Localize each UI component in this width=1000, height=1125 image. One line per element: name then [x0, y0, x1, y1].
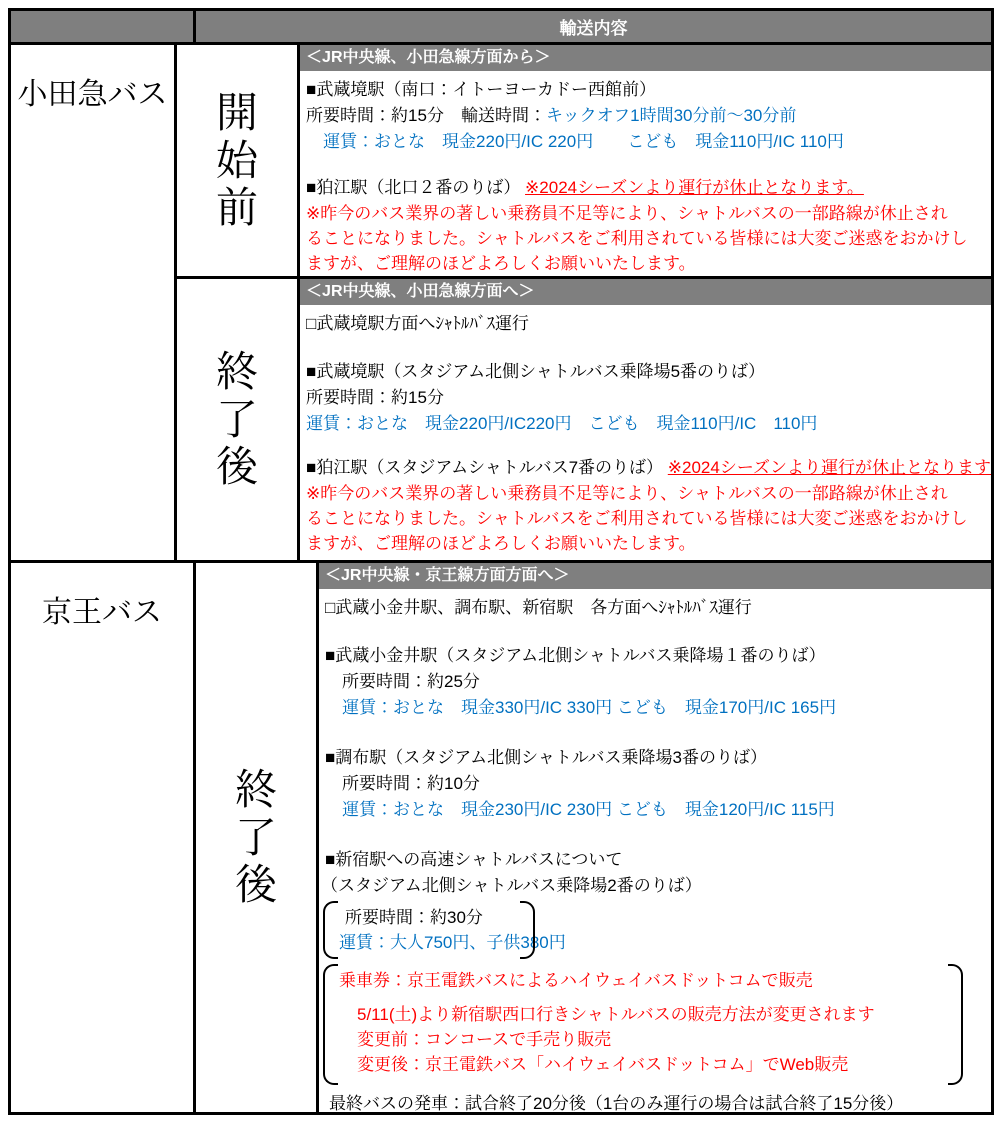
shinjuku-subtitle: （スタジアム北側シャトルバス乗降場2番のりば）: [321, 876, 702, 895]
musashisakai-south-title: ■武蔵境駅（南口：イトーヨーカドー西館前）: [306, 80, 656, 99]
komae-after-stop-title: ■狛江駅（スタジアムシャトルバス7番のりば）: [306, 458, 668, 477]
transport-window: キックオフ1時間30分前～30分前: [545, 106, 797, 125]
phase-after-label: 終了後: [216, 347, 259, 491]
left-bracket-icon: [323, 964, 338, 1085]
ticket-change-announce: 5/11(土)より新宿駅西口行きシャトルバスの販売方法が変更されます: [357, 1005, 875, 1024]
last-bus-departure: 最終バスの発車：試合終了20分後（1台のみ運行の場合は試合終了15分後）: [329, 1094, 904, 1112]
phase-before-label: 開始前: [216, 88, 259, 232]
spacer: [319, 621, 991, 643]
komae-title-line: [300, 175, 991, 201]
shuttle-bus-table: [8, 8, 994, 1115]
suspend-notice2-line1: ※昨今のバス業界の著しい乗務員不足等により、シャトルバスの一部路線が休止され: [306, 484, 948, 503]
musashikoganei-time: 所要時間：約25分: [325, 672, 480, 691]
odakyu-after-content: [300, 279, 991, 560]
musashisakai-north-title: ■武蔵境駅（スタジアム北側シャトルバス乗降場5番のりば）: [306, 362, 766, 381]
odakyu-before-content: [300, 45, 991, 276]
komae-stop-title: ■狛江駅（北口２番のりば）: [306, 178, 526, 197]
right-bracket-icon: [948, 964, 963, 1085]
ticket-sales-line: 乗車券：京王電鉄バスによるハイウェイバスドットコムで販売: [339, 971, 813, 990]
odakyu-before-subrow: [177, 45, 991, 279]
phase-cell-after-odakyu: [177, 279, 300, 560]
shinjuku-fare-bracket-group: [323, 901, 566, 959]
komae-after-title-line: [300, 455, 991, 481]
keio-subrows: [196, 563, 991, 1112]
keio-after-subrow: [196, 563, 991, 1112]
suspend-notice-line1: ※昨今のバス業界の著しい乗務員不足等により、シャトルバスの一部路線が休止され: [306, 204, 948, 223]
suspend-notice2-line2: ることになりました。シャトルバスをご利用されている皆様には大変ご迷惑をおかけし: [306, 509, 968, 528]
shinjuku-time: 所要時間：約30分: [345, 908, 483, 927]
company-odakyu-label: 小田急バス: [11, 45, 177, 560]
phase-cell-before: [177, 45, 300, 276]
chofu-time: 所要時間：約10分: [325, 774, 480, 793]
section-header-odakyu-to: ＜JR中央線、小田急線方面へ＞: [300, 279, 991, 305]
musashisakai-time-line: [300, 103, 991, 129]
company-keio-label: 京王バス: [11, 563, 196, 1112]
route-note-musashisakai: □武蔵境駅方面へｼｬﾄﾙﾊﾞｽ運行: [306, 314, 529, 333]
musashikoganei-title: ■武蔵小金井駅（スタジアム北側シャトルバス乗降場１番のりば）: [325, 646, 826, 665]
suspend-notice2-line3: ますが、ご理解のほどよろしくお願いいたします。: [306, 534, 696, 553]
chofu-fare: 運賃：おとな 現金230円/IC 230円 こども 現金120円/IC 115円: [325, 800, 835, 819]
musashisakai-after-fare: 運賃：おとな 現金220円/IC220円 こども 現金110円/IC 110円: [306, 414, 818, 433]
ticket-change-before: 変更前：コンコースで手売り販売: [357, 1030, 612, 1049]
odakyu-subrows: [177, 45, 991, 560]
suspend-notice-line2: ることになりました。シャトルバスをご利用されている皆様には大変ご迷惑をおかけし: [306, 229, 968, 248]
keio-after-content: [319, 563, 991, 1112]
komae-after-suspend-notice: ※2024シーズンより運行が休止となります: [667, 458, 991, 477]
section-header-keio: ＜JR中央線・京王線方面方面へ＞: [319, 563, 991, 589]
corner-cell: [11, 11, 196, 42]
musashisakai-fare: 運賃：おとな 現金220円/IC 220円 こども 現金110円/IC 110円: [306, 132, 844, 151]
suspend-notice-line3: ますが、ご理解のほどよろしくお願いいたします。: [306, 254, 696, 273]
phase-after-keio-label: 終了後: [235, 765, 278, 909]
spacer: [300, 155, 991, 175]
phase-cell-after-keio: [196, 563, 319, 1112]
odakyu-after-subrow: [177, 279, 991, 560]
time-label: 所要時間：約15分 輸送時間：: [306, 106, 546, 125]
spacer: [319, 721, 991, 745]
musashisakai-after-time: 所要時間：約15分: [306, 388, 444, 407]
section-header-odakyu-from: ＜JR中央線、小田急線方面から＞: [300, 45, 991, 71]
musashikoganei-fare: 運賃：おとな 現金330円/IC 330円 こども 現金170円/IC 165円: [325, 698, 837, 717]
transport-content-header: 輸送内容: [196, 11, 991, 42]
route-note-keio: □武蔵小金井駅、調布駅、新宿駅 各方面へｼｬﾄﾙﾊﾞｽ運行: [325, 598, 752, 617]
shinjuku-title: ■新宿駅への高速シャトルバスについて: [325, 850, 623, 869]
chofu-title: ■調布駅（スタジアム北側シャトルバス乗降場3番のりば）: [325, 748, 768, 767]
left-bracket-icon: [323, 901, 338, 959]
spacer: [319, 823, 991, 847]
row-odakyu-bus: [11, 45, 991, 563]
row-keio-bus: [11, 563, 991, 1112]
spacer: [300, 337, 991, 359]
table-header-row: [11, 11, 991, 45]
spacer: [300, 437, 991, 455]
ticket-change-after: 変更後：京王電鉄バス「ハイウェイバスドットコム」でWeb販売: [357, 1055, 849, 1074]
komae-suspend-notice: ※2024シーズンより運行が休止となります。: [525, 178, 864, 197]
ticket-info-bracket-group: [323, 964, 963, 1085]
shinjuku-fare: 運賃：大人750円、子供380円: [339, 933, 566, 952]
right-bracket-icon: [520, 901, 535, 959]
